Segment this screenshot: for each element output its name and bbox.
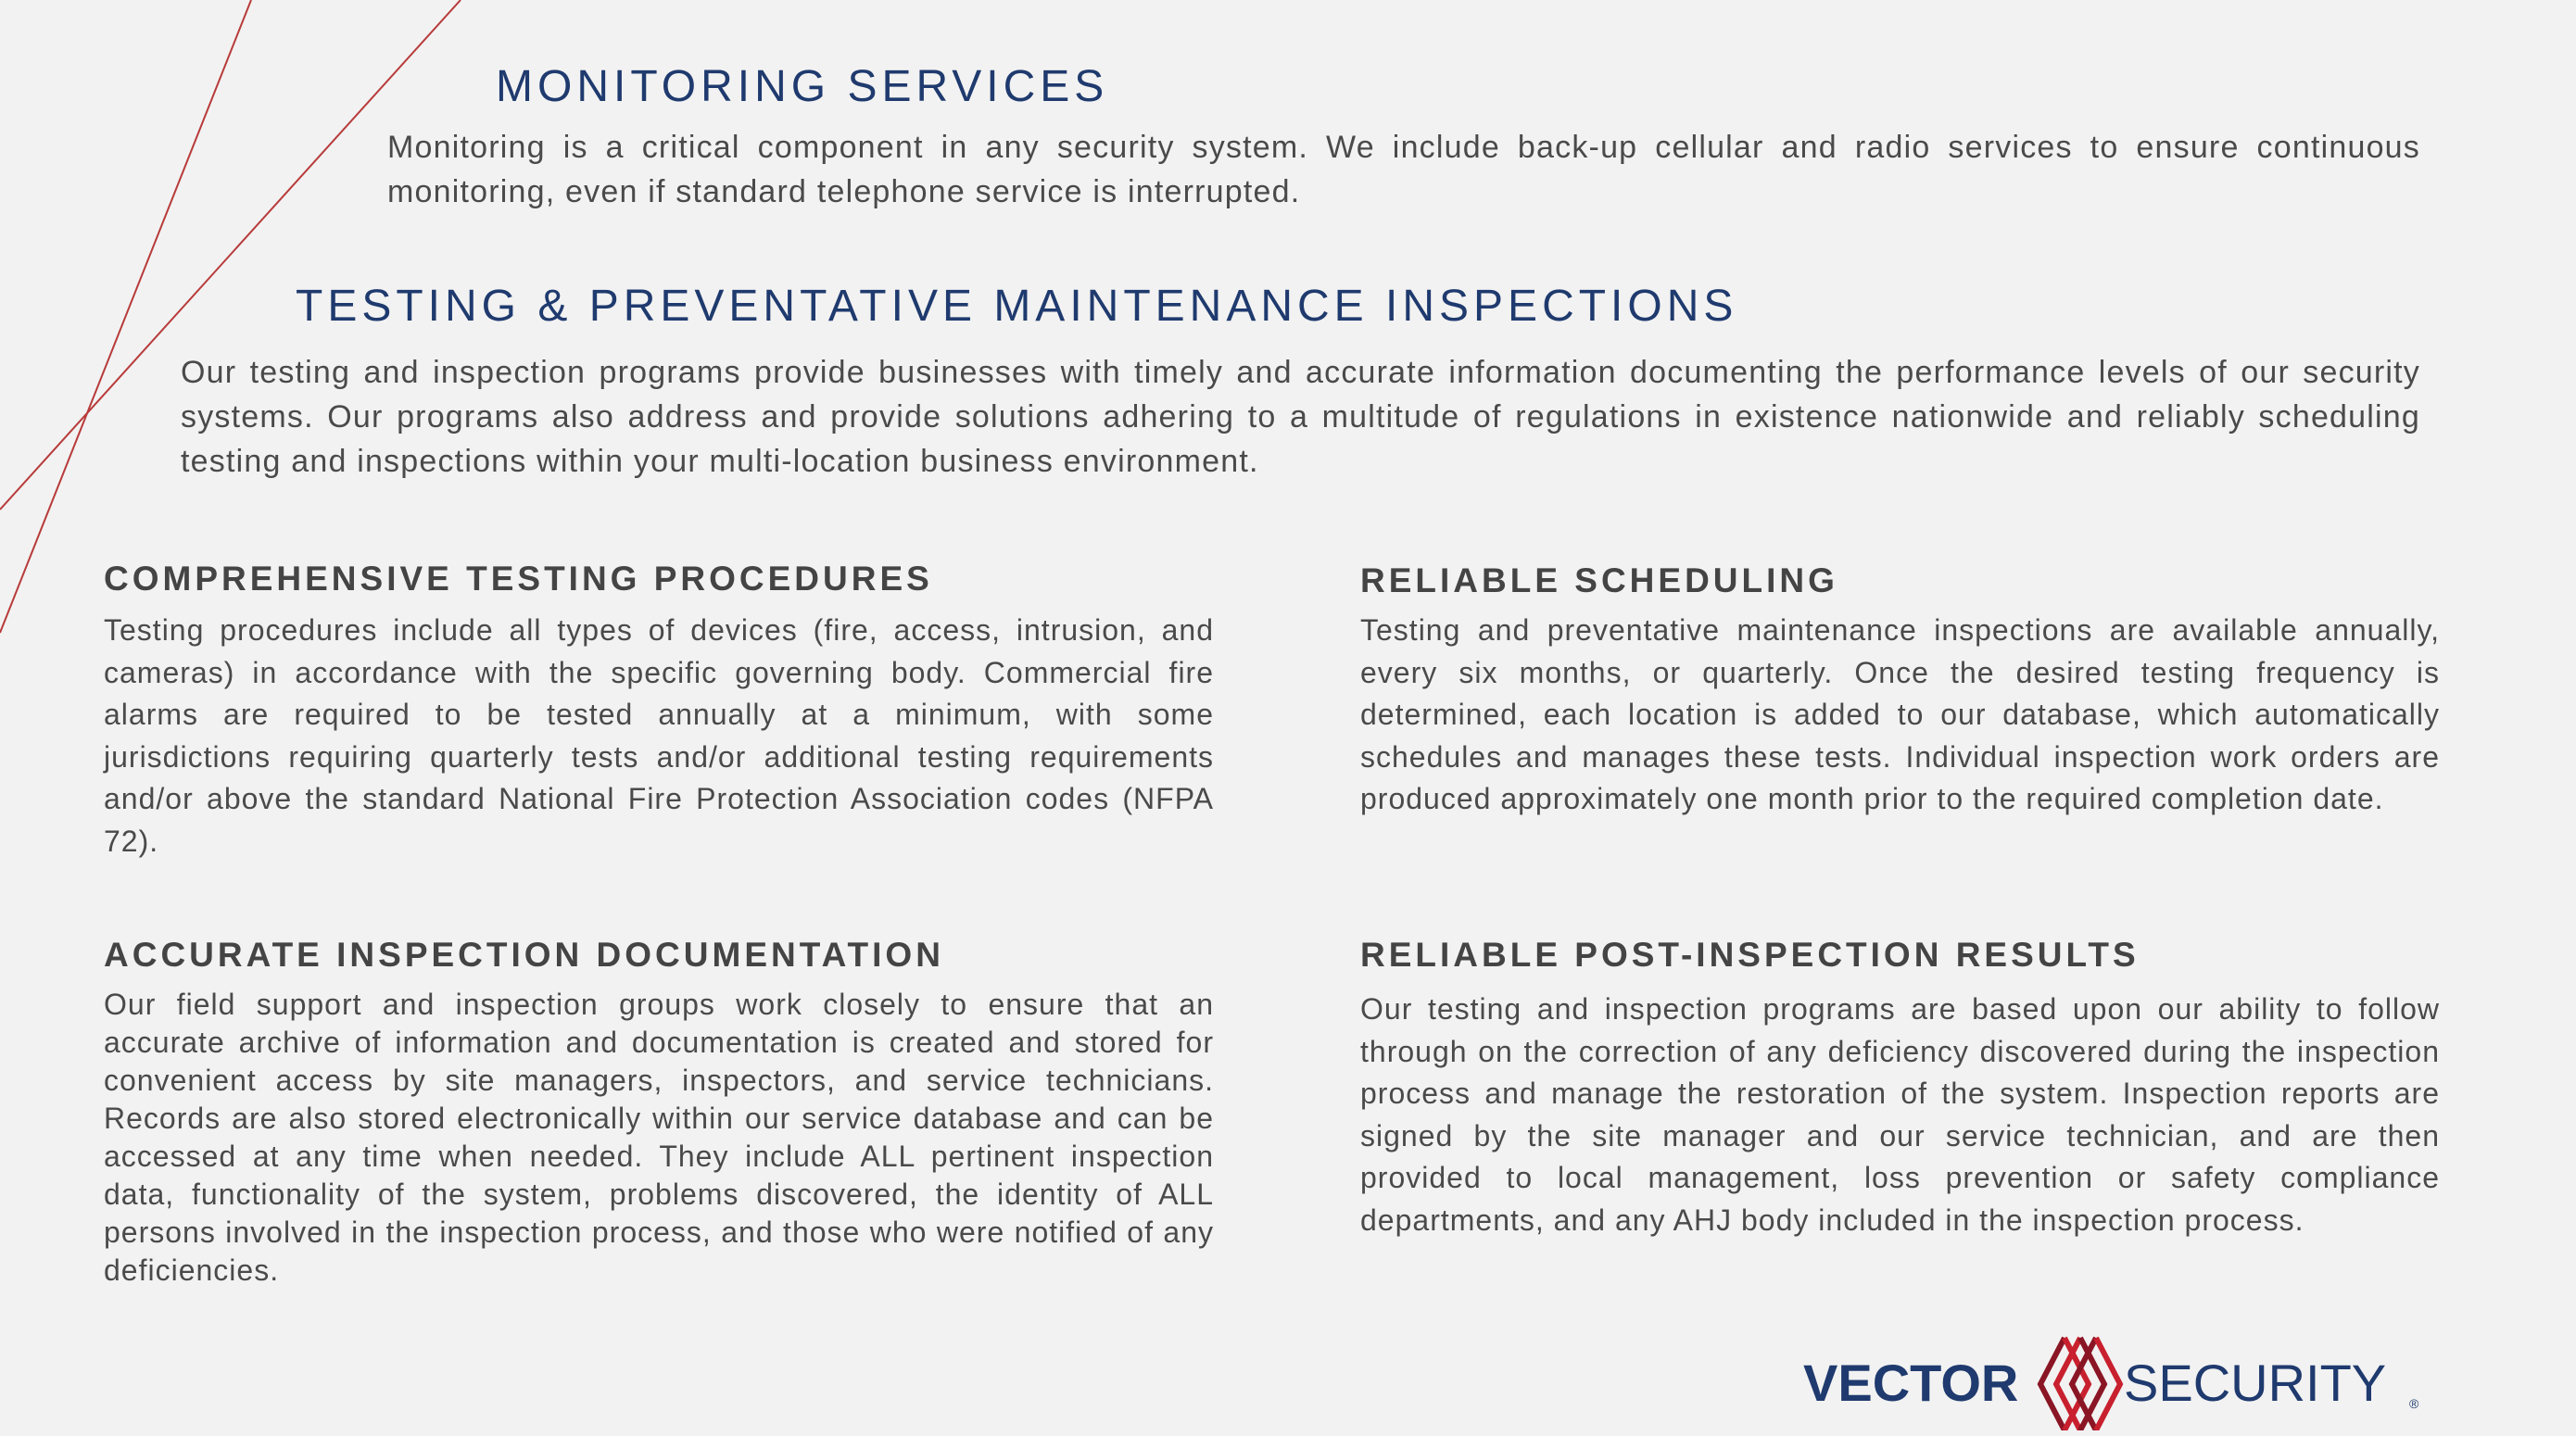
section-title-scheduling: RELIABLE SCHEDULING: [1360, 561, 1838, 599]
testing-title: TESTING & PREVENTATIVE MAINTENANCE INSPECTIONS: [296, 282, 1738, 331]
monitoring-text: Monitoring is a critical component in any security system. We include back-up cellular and radio services to ensure continuous monitoring, even if standard telephone service is interrupted.: [387, 130, 2420, 209]
section-title-documentation: ACCURATE INSPECTION DOCUMENTATION: [104, 936, 944, 974]
testing-text: Our testing and inspection programs provide businesses with timely and accurate information documenting the performance levels of our security systems. Our programs also address and provide solutions adhering to a multitude of regulations in existence nationwide and reliably scheduling testing and inspections within your multi-location business environment.: [181, 355, 2420, 479]
logo-word-security: SECURITY: [2124, 1354, 2387, 1412]
vector-security-logo: [1798, 1334, 2428, 1430]
monitoring-title: MONITORING SERVICES: [496, 62, 1109, 111]
section-text-post-inspection: Our testing and inspection programs are based upon our ability to follow through on the correction of any deficiency discovered during the inspection process and manage the restoration of the system. Inspection reports are signed by the site manager and our service technician, and are then provided to local management, loss prevention or safety compliance departments, and any AHJ body included in the inspection process.: [1360, 992, 2440, 1237]
section-title-comprehensive: COMPREHENSIVE TESTING PROCEDURES: [104, 560, 933, 598]
section-title-post-inspection: RELIABLE POST-INSPECTION RESULTS: [1360, 936, 2140, 974]
section-text-scheduling: Testing and preventative maintenance inspections are available annually, every six months, or quarterly. Once the desired testing frequency is determined, each location is added to our database, which automatically schedules and manages these tests. Individual inspection work orders are produced approximately one month prior to the required completion date.: [1360, 613, 2440, 816]
logo-word-vector: VECTOR: [1803, 1354, 2019, 1412]
section-text-comprehensive: Testing procedures include all types of devices (fire, access, intrusion, and cameras) in accordance with the specific governing body. Commercial fire alarms are required to be tested annually at a minimum, with some jurisdictions requiring quarterly tests and/or additional testing requirements and/or above the standard National Fire Protection Association codes (NFPA 72).: [104, 613, 1214, 858]
section-text-documentation: Our field support and inspection groups work closely to ensure that an accurate archive of information and documentation is created and stored for convenient access by site managers, inspectors, and service technicians. Records are also stored electronically within our service database and can be accessed at any time when needed. They include ALL pertinent inspection data, functionality of the system, problems discovered, the identity of ALL persons involved in the inspection process, and those who were notified of any deficiencies.: [104, 988, 1214, 1287]
logo-registered-mark: ®: [2409, 1396, 2419, 1411]
logo-diamond-icon: [2040, 1338, 2120, 1430]
